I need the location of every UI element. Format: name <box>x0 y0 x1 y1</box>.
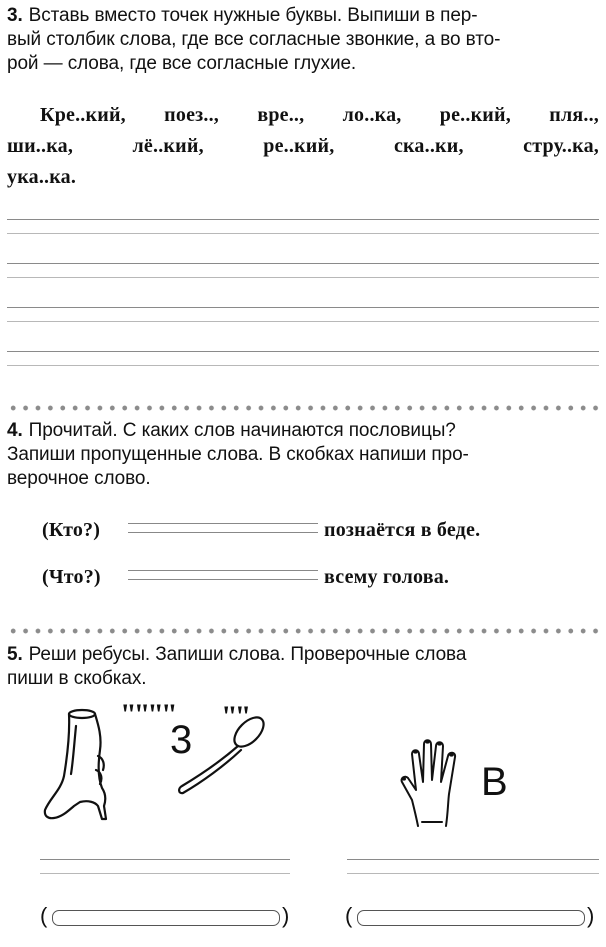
rebus-quotes: "" <box>221 700 249 733</box>
task4-instruction <box>7 419 599 491</box>
task4-text-1: Прочитай. С каких слов начинаются пословицы? <box>28 420 456 441</box>
boot-icon <box>40 706 122 824</box>
writing-guide-line <box>7 365 599 366</box>
word: поез.., <box>164 104 220 126</box>
task3-text-1: Вставь вместо точек нужные буквы. Выпиши в пер- <box>28 5 478 26</box>
task3-line-2: вый столбик слова, где все согласные звонкие, а во вто- <box>7 29 501 50</box>
task5-number: 5. <box>7 644 23 665</box>
writing-line[interactable] <box>7 307 599 308</box>
proverb-prompt: (Кто?) <box>42 519 101 541</box>
task4-line-2: Запиши пропущенные слова. В скобках напиши про- <box>7 444 469 465</box>
task4-line-1 <box>7 419 599 443</box>
word: ска..ки, <box>393 135 464 157</box>
task3-words-row-1 <box>40 104 599 127</box>
word: вре.., <box>257 104 305 126</box>
open-paren: ( <box>345 903 353 928</box>
writing-line[interactable] <box>40 859 290 860</box>
proverb-prompt: (Что?) <box>42 566 101 588</box>
close-paren: ) <box>587 903 595 928</box>
task3-instruction <box>7 4 599 76</box>
close-paren: ) <box>282 903 290 928</box>
writing-guide-line <box>347 873 599 874</box>
task3-line-3: рой — слова, где все согласные глухие. <box>7 53 357 74</box>
task3-line-1 <box>7 4 599 28</box>
proverb-ending: всему голова. <box>324 566 450 588</box>
task4-line-3: верочное слово. <box>7 468 151 489</box>
word: ши..ка, <box>7 135 74 157</box>
writing-line[interactable] <box>7 219 599 220</box>
writing-guide-line <box>7 233 599 234</box>
rebus-letter: В <box>481 760 508 804</box>
word: лё..кий, <box>132 135 204 157</box>
writing-line[interactable] <box>347 859 599 860</box>
spoon-icon <box>172 708 272 798</box>
answer-line[interactable] <box>128 570 318 580</box>
writing-line[interactable] <box>7 351 599 352</box>
word: ре..кий, <box>263 135 335 157</box>
task5-line-2: пиши в скобках. <box>7 668 147 689</box>
word: Кре..кий, <box>40 104 126 126</box>
word: стру..ка, <box>523 135 599 157</box>
word: ука..ка. <box>7 166 77 188</box>
rebus-quotes: """" <box>120 698 175 731</box>
writing-guide-line <box>7 321 599 322</box>
answer-line[interactable] <box>128 523 318 533</box>
writing-guide-line <box>40 873 290 874</box>
proverb-ending: познаётся в беде. <box>324 519 481 541</box>
task5-instruction <box>7 643 599 691</box>
open-paren: ( <box>40 903 48 928</box>
task5-text-1: Реши ребусы. Запиши слова. Проверочные слова <box>28 644 467 665</box>
task5-line-1 <box>7 643 599 667</box>
check-word-field[interactable] <box>52 910 280 926</box>
writing-guide-line <box>7 277 599 278</box>
word: ре..кий, <box>439 104 511 126</box>
task3-number: 3. <box>7 5 23 26</box>
check-word-field[interactable] <box>357 910 585 926</box>
rebus-letter: 3 <box>170 718 193 762</box>
dotted-divider <box>7 405 599 411</box>
task3-words-row-3 <box>7 166 599 189</box>
writing-line[interactable] <box>7 263 599 264</box>
word: пля.., <box>549 104 599 126</box>
hand-icon <box>398 736 470 830</box>
dotted-divider <box>7 628 599 634</box>
task4-number: 4. <box>7 420 23 441</box>
word: ло..ка, <box>342 104 402 126</box>
task3-words-row-2 <box>7 135 599 158</box>
